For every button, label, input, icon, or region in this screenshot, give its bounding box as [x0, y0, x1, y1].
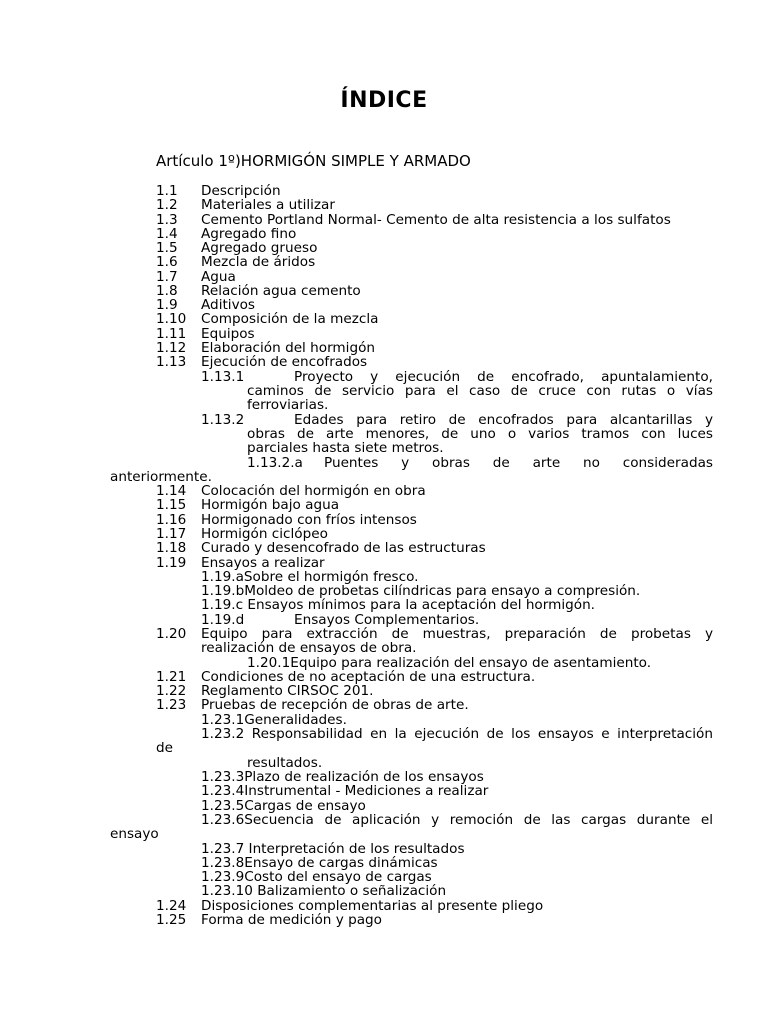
toc-number: 1.3 — [156, 212, 178, 228]
toc-number: 1.14 — [156, 483, 187, 499]
toc-text: Hormigón bajo agua — [201, 497, 340, 513]
toc-subtext: 1.23.3Plazo de realización de los ensayos — [201, 769, 484, 785]
toc-text: Relación agua cemento — [201, 283, 361, 299]
toc-subnumber: 1.19.d — [201, 612, 245, 628]
toc-text: Agregado fino — [201, 226, 297, 242]
toc-subtext: Proyecto y ejecución de encofrado, apuntalamiento, — [294, 369, 713, 385]
toc-number: 1.10 — [156, 311, 187, 327]
toc-text: Condiciones de no aceptación de una estructura. — [201, 669, 536, 685]
toc-text: Equipos — [201, 326, 255, 342]
toc-text: Forma de medición y pago — [201, 912, 382, 928]
toc-subtext: 1.23.4Instrumental - Mediciones a realizar — [201, 783, 489, 799]
page-title: ÍNDICE — [340, 88, 428, 113]
toc-subtext: caminos de servicio para el caso de cruce con rutas o vías — [247, 383, 713, 399]
toc-number: 1.15 — [156, 497, 187, 513]
toc-number: 1.16 — [156, 512, 187, 528]
toc-number: 1.22 — [156, 683, 187, 699]
toc-subtext: de — [156, 740, 173, 756]
toc-text: Agregado grueso — [201, 240, 318, 256]
toc-subtext: anteriormente. — [110, 469, 212, 485]
toc-number: 1.7 — [156, 269, 178, 285]
toc-number: 1.13 — [156, 354, 187, 370]
toc-subtext: 1.23.9Costo del ensayo de cargas — [201, 869, 432, 885]
toc-text: Colocación del hormigón en obra — [201, 483, 426, 499]
toc-subnumber: 1.13.2.a — [247, 455, 303, 471]
toc-number: 1.23 — [156, 697, 187, 713]
toc-subtext: 1.23.5Cargas de ensayo — [201, 798, 366, 814]
toc-text: Aditivos — [201, 297, 256, 313]
toc-subnumber: 1.13.2 — [201, 412, 245, 428]
toc-subtext: Edades para retiro de encofrados para alcantarillas y — [294, 412, 713, 428]
toc-number: 1.8 — [156, 283, 178, 299]
toc-number: 1.1 — [156, 183, 178, 199]
toc-number: 1.24 — [156, 898, 187, 914]
toc-number: 1.21 — [156, 669, 187, 685]
toc-number: 1.18 — [156, 540, 187, 556]
toc-subtext: 1.19.aSobre el hormigón fresco. — [201, 569, 419, 585]
toc-number: 1.25 — [156, 912, 187, 928]
toc-text: Disposiciones complementarias al presente pliego — [201, 898, 544, 914]
toc-text: realización de ensayos de obra. — [201, 640, 417, 656]
toc-text: Composición de la mezcla — [201, 311, 379, 327]
toc-number: 1.12 — [156, 340, 187, 356]
toc-number: 1.11 — [156, 326, 187, 342]
toc-text: Curado y desencofrado de las estructuras — [201, 540, 486, 556]
toc-subtext: ferroviarias. — [247, 397, 329, 413]
toc-number: 1.4 — [156, 226, 178, 242]
toc-subtext: 1.23.8Ensayo de cargas dinámicas — [201, 855, 438, 871]
toc-subnumber: 1.13.1 — [201, 369, 245, 385]
article-heading: Artículo 1º)HORMIGÓN SIMPLE Y ARMADO — [156, 152, 471, 170]
toc-text: Reglamento CIRSOC 201. — [201, 683, 374, 699]
toc-text: Agua — [201, 269, 236, 285]
toc-text: Elaboración del hormigón — [201, 340, 376, 356]
toc-subtext: 1.23.6Secuencia de aplicación y remoción de las cargas durante el — [201, 812, 713, 828]
toc-text: Materiales a utilizar — [201, 197, 335, 213]
toc-text: Hormigón ciclópeo — [201, 526, 328, 542]
toc-text: Pruebas de recepción de obras de arte. — [201, 697, 469, 713]
toc-number: 1.17 — [156, 526, 187, 542]
toc-subtext: Ensayos Complementarios. — [294, 612, 480, 628]
toc-number: 1.2 — [156, 197, 178, 213]
toc-subtext: 1.19.c Ensayos mínimos para la aceptación del hormigón. — [201, 597, 595, 613]
toc-number: 1.5 — [156, 240, 178, 256]
toc-text: Equipo para extracción de muestras, preparación de probetas y — [201, 626, 713, 642]
toc-number: 1.20 — [156, 626, 187, 642]
toc-subtext: Puentes y obras de arte no consideradas — [324, 455, 713, 471]
toc-text: Ejecución de encofrados — [201, 354, 368, 370]
toc-subtext: 1.23.1Generalidades. — [201, 712, 347, 728]
toc-text: Descripción — [201, 183, 281, 199]
toc-text: Ensayos a realizar — [201, 555, 325, 571]
toc-number: 1.9 — [156, 297, 178, 313]
toc-subtext: 1.23.7 Interpretación de los resultados — [201, 841, 465, 857]
toc-text: Cemento Portland Normal- Cemento de alta resistencia a los sulfatos — [201, 212, 671, 228]
toc-number: 1.19 — [156, 555, 187, 571]
toc-subtext: 1.23.10 Balizamiento o señalización — [201, 883, 447, 899]
toc-subtext: ensayo — [110, 826, 159, 842]
toc-subtext: 1.20.1Equipo para realización del ensayo de asentamiento. — [247, 655, 652, 671]
toc-subtext: 1.23.2 Responsabilidad en la ejecución de los ensayos e interpretación — [201, 726, 713, 742]
toc-subtext: obras de arte menores, de uno o varios tramos con luces — [247, 426, 713, 442]
toc-text: Mezcla de áridos — [201, 254, 316, 270]
toc-text: Hormigonado con fríos intensos — [201, 512, 417, 528]
toc-number: 1.6 — [156, 254, 178, 270]
toc-subtext: parciales hasta siete metros. — [247, 440, 444, 456]
toc-subtext: 1.19.bMoldeo de probetas cilíndricas para ensayo a compresión. — [201, 583, 641, 599]
toc-subtext: resultados. — [247, 755, 323, 771]
